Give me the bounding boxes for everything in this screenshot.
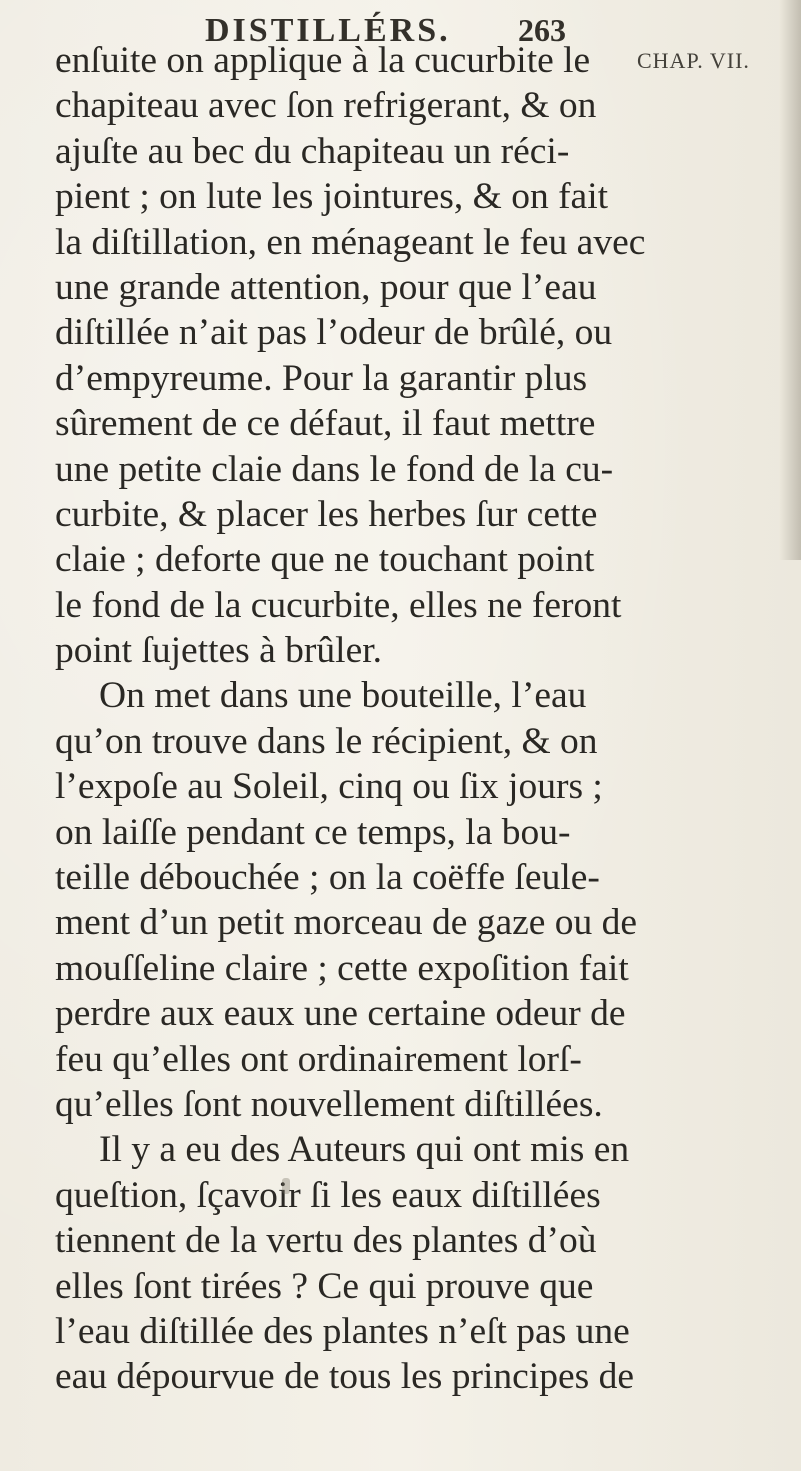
text-line: d’empyreume. Pour la garantir plus	[55, 357, 588, 399]
text-line: teille débouchée ; on la coëffe ſeule-	[55, 857, 600, 899]
text-line: qu’on trouve dans le récipient, & on	[55, 720, 598, 762]
text-line: elles ſont tirées ? Ce qui prouve que	[55, 1265, 594, 1307]
paragraph-start-line: Il y a eu des Auteurs qui ont mis en	[99, 1129, 630, 1171]
text-line: ajuſte au bec du chapiteau un réci-	[55, 130, 570, 172]
text-line: une grande attention, pour que l’eau	[55, 266, 597, 308]
text-line: qu’elles ſont nouvellement diſtillées.	[55, 1083, 603, 1125]
text-line: pient ; on lute les jointures, & on fait	[55, 176, 609, 218]
ink-smudge	[282, 1178, 290, 1194]
text-line: queſtion, ſçavoir ſi les eaux diſtillées	[55, 1174, 601, 1216]
text-line: point ſujettes à brûler.	[55, 630, 383, 672]
chapter-marker: CHAP. VII.	[637, 48, 750, 73]
text-line: enſuite on applique à la cucurbite le	[55, 40, 591, 81]
running-head: DISTILLÉRS.	[205, 12, 451, 49]
paragraph-start-line: On met dans une bouteille, l’eau	[99, 675, 587, 717]
text-line: l’eau diſtillée des plantes n’eſt pas une	[55, 1310, 630, 1352]
body-text	[55, 38, 646, 1400]
text-line: le fond de la cucurbite, elles ne feront	[55, 584, 622, 626]
page-number: 263	[518, 12, 566, 48]
text-line: mouſſeline claire ; cette expoſition fait	[55, 947, 629, 989]
text-line: on laiſſe pendant ce temps, la bou-	[55, 811, 571, 853]
text-line: claie ; deforte que ne touchant point	[55, 539, 595, 581]
text-line: sûrement de ce défaut, il faut mettre	[55, 403, 596, 445]
text-line: la diſtillation, en ménageant le feu avec	[55, 221, 646, 263]
text-line: une petite claie dans le fond de la cu-	[55, 448, 614, 490]
text-line: chapiteau avec ſon refrigerant, & on	[55, 85, 597, 127]
text-line: perdre aux eaux une certaine odeur de	[55, 993, 626, 1035]
text-line: l’expoſe au Soleil, cinq ou ſix jours ;	[55, 766, 603, 808]
text-line: tiennent de la vertu des plantes d’où	[55, 1220, 597, 1262]
text-line: curbite, & placer les herbes ſur cette	[55, 493, 598, 535]
text-line: eau dépourvue de tous les principes de	[55, 1356, 634, 1398]
text-line: diſtillée n’ait pas l’odeur de brûlé, ou	[55, 312, 613, 354]
text-line: ment d’un petit morceau de gaze ou de	[55, 902, 638, 944]
text-line: feu qu’elles ont ordinairement lorſ-	[55, 1038, 582, 1080]
page-edge-shadow	[779, 0, 801, 560]
